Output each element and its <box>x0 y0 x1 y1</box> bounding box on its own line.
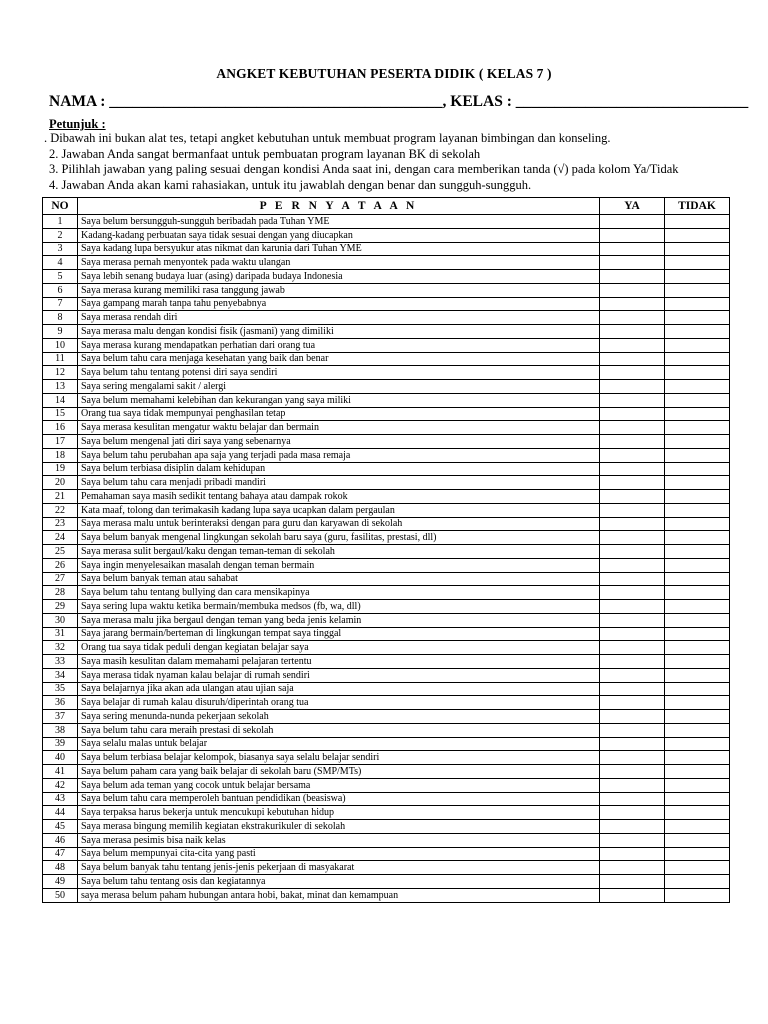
tidak-checkbox-cell[interactable] <box>665 627 730 641</box>
tidak-checkbox-cell[interactable] <box>665 503 730 517</box>
table-row <box>43 503 730 517</box>
row-statement: Saya belajar di rumah kalau disuruh/diperintah orang tua <box>78 696 600 710</box>
table-row <box>43 297 730 311</box>
questionnaire-table <box>42 197 730 903</box>
ya-checkbox-cell[interactable] <box>600 696 665 710</box>
row-number: 19 <box>43 462 78 476</box>
row-number: 6 <box>43 283 78 297</box>
row-statement: Saya belum bersungguh-sungguh beribadah pada Tuhan YME <box>78 215 600 229</box>
instruction-item-1: . Dibawah ini bukan alat tes, tetapi angket kebutuhan untuk membuat program layanan bimbingan dan konseling. <box>44 131 611 145</box>
row-number: 5 <box>43 270 78 284</box>
row-statement: Saya terpaksa harus bekerja untuk mencukupi kebutuhan hidup <box>78 806 600 820</box>
table-row <box>43 613 730 627</box>
table-row <box>43 778 730 792</box>
row-statement: Saya merasa rendah diri <box>78 311 600 325</box>
tidak-checkbox-cell[interactable] <box>665 366 730 380</box>
row-statement: Orang tua saya tidak mempunyai penghasilan tetap <box>78 407 600 421</box>
row-number: 36 <box>43 696 78 710</box>
table-row <box>43 751 730 765</box>
tidak-checkbox-cell[interactable] <box>665 682 730 696</box>
ya-checkbox-cell[interactable] <box>600 421 665 435</box>
tidak-checkbox-cell[interactable] <box>665 297 730 311</box>
row-number: 34 <box>43 668 78 682</box>
tidak-checkbox-cell[interactable] <box>665 792 730 806</box>
row-number: 35 <box>43 682 78 696</box>
table-row <box>43 366 730 380</box>
ya-checkbox-cell[interactable] <box>600 490 665 504</box>
row-number: 25 <box>43 545 78 559</box>
table-row <box>43 325 730 339</box>
table-row <box>43 655 730 669</box>
row-number: 32 <box>43 641 78 655</box>
ya-checkbox-cell[interactable] <box>600 462 665 476</box>
row-statement: Saya belum memahami kelebihan dan kekurangan yang saya miliki <box>78 393 600 407</box>
ya-checkbox-cell[interactable] <box>600 806 665 820</box>
table-row <box>43 696 730 710</box>
tidak-checkbox-cell[interactable] <box>665 820 730 834</box>
instructions-list <box>44 131 679 193</box>
table-row <box>43 215 730 229</box>
table-row <box>43 627 730 641</box>
row-number: 41 <box>43 765 78 779</box>
ya-checkbox-cell[interactable] <box>600 407 665 421</box>
row-statement: Saya merasa pernah menyontek pada waktu ulangan <box>78 256 600 270</box>
table-row <box>43 806 730 820</box>
row-statement: Kadang-kadang perbuatan saya tidak sesuai dengan yang diucapkan <box>78 228 600 242</box>
row-statement: Saya ingin menyelesaikan masalah dengan teman bermain <box>78 558 600 572</box>
tidak-checkbox-cell[interactable] <box>665 311 730 325</box>
header-statement: P E R N Y A T A A N <box>78 198 600 215</box>
table-row <box>43 682 730 696</box>
tidak-checkbox-cell[interactable] <box>665 696 730 710</box>
row-number: 28 <box>43 586 78 600</box>
instructions-heading: Petunjuk : <box>49 117 106 131</box>
ya-checkbox-cell[interactable] <box>600 792 665 806</box>
row-statement: Saya merasa sulit bergaul/kaku dengan teman-teman di sekolah <box>78 545 600 559</box>
row-number: 21 <box>43 490 78 504</box>
row-statement: Saya merasa kesulitan mengatur waktu belajar dan bermain <box>78 421 600 435</box>
tidak-checkbox-cell[interactable] <box>665 778 730 792</box>
ya-checkbox-cell[interactable] <box>600 228 665 242</box>
instruction-item-4: 4. Jawaban Anda akan kami rahasiakan, untuk itu jawablah dengan benar dan sungguh-sungguh. <box>49 177 532 192</box>
ya-checkbox-cell[interactable] <box>600 710 665 724</box>
ya-checkbox-cell[interactable] <box>600 888 665 902</box>
row-number: 7 <box>43 297 78 311</box>
row-statement: Saya jarang bermain/berteman di lingkungan tempat saya tinggal <box>78 627 600 641</box>
table-row <box>43 270 730 284</box>
ya-checkbox-cell[interactable] <box>600 558 665 572</box>
ya-checkbox-cell[interactable] <box>600 503 665 517</box>
ya-checkbox-cell[interactable] <box>600 627 665 641</box>
row-number: 22 <box>43 503 78 517</box>
row-statement: Orang tua saya tidak peduli dengan kegiatan belajar saya <box>78 641 600 655</box>
ya-checkbox-cell[interactable] <box>600 613 665 627</box>
row-statement: saya merasa belum paham hubungan antara hobi, bakat, minat dan kemampuan <box>78 888 600 902</box>
header-ya: YA <box>600 198 665 215</box>
name-class-field-line[interactable]: NAMA : ___________________________________________, KELAS : ______________________________ <box>49 93 749 110</box>
table-row <box>43 421 730 435</box>
row-statement: Saya merasa malu dengan kondisi fisik (jasmani) yang dimiliki <box>78 325 600 339</box>
row-statement: Saya belum banyak teman atau sahabat <box>78 572 600 586</box>
row-statement: Saya belum terbiasa disiplin dalam kehidupan <box>78 462 600 476</box>
ya-checkbox-cell[interactable] <box>600 338 665 352</box>
row-number: 48 <box>43 861 78 875</box>
row-number: 46 <box>43 833 78 847</box>
instruction-item-3: 3. Pilihlah jawaban yang paling sesuai dengan kondisi Anda saat ini, dengan cara memberikan tanda (√) pada kolom Ya/Tidak <box>49 162 679 176</box>
row-statement: Saya belum tahu cara menjaga kesehatan yang baik dan benar <box>78 352 600 366</box>
row-statement: Saya belum terbiasa belajar kelompok, biasanya saya selalu belajar sendiri <box>78 751 600 765</box>
tidak-checkbox-cell[interactable] <box>665 751 730 765</box>
row-number: 40 <box>43 751 78 765</box>
ya-checkbox-cell[interactable] <box>600 586 665 600</box>
row-number: 38 <box>43 723 78 737</box>
ya-checkbox-cell[interactable] <box>600 668 665 682</box>
tidak-checkbox-cell[interactable] <box>665 723 730 737</box>
tidak-checkbox-cell[interactable] <box>665 531 730 545</box>
tidak-checkbox-cell[interactable] <box>665 490 730 504</box>
ya-checkbox-cell[interactable] <box>600 833 665 847</box>
table-row <box>43 352 730 366</box>
row-number: 20 <box>43 476 78 490</box>
document-title: ANGKET KEBUTUHAN PESERTA DIDIK ( KELAS 7 ) <box>216 66 552 81</box>
tidak-checkbox-cell[interactable] <box>665 641 730 655</box>
row-statement: Saya belum tahu perubahan apa saja yang terjadi pada masa remaja <box>78 448 600 462</box>
table-row <box>43 765 730 779</box>
table-row <box>43 888 730 902</box>
table-body <box>43 215 730 903</box>
table-row <box>43 820 730 834</box>
table-row <box>43 833 730 847</box>
row-number: 1 <box>43 215 78 229</box>
ya-checkbox-cell[interactable] <box>600 765 665 779</box>
tidak-checkbox-cell[interactable] <box>665 613 730 627</box>
ya-checkbox-cell[interactable] <box>600 366 665 380</box>
tidak-checkbox-cell[interactable] <box>665 435 730 449</box>
row-statement: Saya merasa malu untuk berinteraksi dengan para guru dan karyawan di sekolah <box>78 517 600 531</box>
ya-checkbox-cell[interactable] <box>600 641 665 655</box>
row-number: 16 <box>43 421 78 435</box>
row-number: 33 <box>43 655 78 669</box>
table-row <box>43 407 730 421</box>
row-number: 12 <box>43 366 78 380</box>
tidak-checkbox-cell[interactable] <box>665 765 730 779</box>
table-row <box>43 517 730 531</box>
row-number: 8 <box>43 311 78 325</box>
tidak-checkbox-cell[interactable] <box>665 283 730 297</box>
row-statement: Pemahaman saya masih sedikit tentang bahaya atau dampak rokok <box>78 490 600 504</box>
table-row <box>43 723 730 737</box>
table-row <box>43 861 730 875</box>
ya-checkbox-cell[interactable] <box>600 655 665 669</box>
row-number: 30 <box>43 613 78 627</box>
row-statement: Saya belum tahu tentang potensi diri saya sendiri <box>78 366 600 380</box>
row-number: 13 <box>43 380 78 394</box>
header-no: NO <box>43 198 78 215</box>
row-statement: Saya sering mengalami sakit / alergi <box>78 380 600 394</box>
table-row <box>43 531 730 545</box>
table-row <box>43 641 730 655</box>
tidak-checkbox-cell[interactable] <box>665 710 730 724</box>
row-statement: Saya selalu malas untuk belajar <box>78 737 600 751</box>
ya-checkbox-cell[interactable] <box>600 751 665 765</box>
row-number: 47 <box>43 847 78 861</box>
tidak-checkbox-cell[interactable] <box>665 228 730 242</box>
table-row <box>43 283 730 297</box>
table-row <box>43 380 730 394</box>
tidak-checkbox-cell[interactable] <box>665 476 730 490</box>
ya-checkbox-cell[interactable] <box>600 380 665 394</box>
row-statement: Saya belum tahu cara menjadi pribadi mandiri <box>78 476 600 490</box>
ya-checkbox-cell[interactable] <box>600 600 665 614</box>
table-row <box>43 338 730 352</box>
row-statement: Saya sering menunda-nunda pekerjaan sekolah <box>78 710 600 724</box>
tidak-checkbox-cell[interactable] <box>665 586 730 600</box>
table-row <box>43 600 730 614</box>
ya-checkbox-cell[interactable] <box>600 737 665 751</box>
tidak-checkbox-cell[interactable] <box>665 448 730 462</box>
ya-checkbox-cell[interactable] <box>600 325 665 339</box>
row-statement: Saya belum mempunyai cita-cita yang pasti <box>78 847 600 861</box>
ya-checkbox-cell[interactable] <box>600 531 665 545</box>
row-statement: Saya sering lupa waktu ketika bermain/membuka medsos (fb, wa, dll) <box>78 600 600 614</box>
ya-checkbox-cell[interactable] <box>600 215 665 229</box>
tidak-checkbox-cell[interactable] <box>665 572 730 586</box>
table-row <box>43 256 730 270</box>
row-statement: Saya belum banyak tahu tentang jenis-jenis pekerjaan di masyakarat <box>78 861 600 875</box>
row-statement: Saya lebih senang budaya luar (asing) daripada budaya Indonesia <box>78 270 600 284</box>
ya-checkbox-cell[interactable] <box>600 572 665 586</box>
ya-checkbox-cell[interactable] <box>600 297 665 311</box>
header-tidak: TIDAK <box>665 198 730 215</box>
tidak-checkbox-cell[interactable] <box>665 737 730 751</box>
row-statement: Saya belum tahu cara meraih prestasi di sekolah <box>78 723 600 737</box>
tidak-checkbox-cell[interactable] <box>665 875 730 889</box>
row-statement: Saya belum tahu tentang bullying dan cara mensikapinya <box>78 586 600 600</box>
table-row <box>43 490 730 504</box>
instruction-item-2: 2. Jawaban Anda sangat bermanfaat untuk pembuatan program layanan BK di sekolah <box>49 146 481 161</box>
table-row <box>43 242 730 256</box>
table-row <box>43 668 730 682</box>
table-row <box>43 737 730 751</box>
row-statement: Saya belum ada teman yang cocok untuk belajar bersama <box>78 778 600 792</box>
row-number: 15 <box>43 407 78 421</box>
ya-checkbox-cell[interactable] <box>600 517 665 531</box>
row-number: 27 <box>43 572 78 586</box>
row-statement: Saya merasa kurang memiliki rasa tanggung jawab <box>78 283 600 297</box>
ya-checkbox-cell[interactable] <box>600 875 665 889</box>
row-number: 49 <box>43 875 78 889</box>
tidak-checkbox-cell[interactable] <box>665 861 730 875</box>
tidak-checkbox-cell[interactable] <box>665 421 730 435</box>
tidak-checkbox-cell[interactable] <box>665 352 730 366</box>
row-statement: Saya belum mengenal jati diri saya yang sebenarnya <box>78 435 600 449</box>
row-statement: Saya merasa tidak nyaman kalau belajar di rumah sendiri <box>78 668 600 682</box>
tidak-checkbox-cell[interactable] <box>665 215 730 229</box>
row-number: 23 <box>43 517 78 531</box>
row-statement: Saya masih kesulitan dalam memahami pelajaran tertentu <box>78 655 600 669</box>
row-number: 37 <box>43 710 78 724</box>
tidak-checkbox-cell[interactable] <box>665 242 730 256</box>
ya-checkbox-cell[interactable] <box>600 448 665 462</box>
row-number: 29 <box>43 600 78 614</box>
tidak-checkbox-cell[interactable] <box>665 338 730 352</box>
tidak-checkbox-cell[interactable] <box>665 325 730 339</box>
table-row <box>43 476 730 490</box>
row-statement: Saya merasa malu jika bergaul dengan teman yang beda jenis kelamin <box>78 613 600 627</box>
tidak-checkbox-cell[interactable] <box>665 806 730 820</box>
ya-checkbox-cell[interactable] <box>600 435 665 449</box>
ya-checkbox-cell[interactable] <box>600 682 665 696</box>
tidak-checkbox-cell[interactable] <box>665 847 730 861</box>
ya-checkbox-cell[interactable] <box>600 242 665 256</box>
tidak-checkbox-cell[interactable] <box>665 393 730 407</box>
tidak-checkbox-cell[interactable] <box>665 833 730 847</box>
row-number: 14 <box>43 393 78 407</box>
table-header-row <box>43 198 730 215</box>
row-statement: Saya belum tahu cara memperoleh bantuan pendidikan (beasiswa) <box>78 792 600 806</box>
ya-checkbox-cell[interactable] <box>600 311 665 325</box>
row-statement: Saya merasa pesimis bisa naik kelas <box>78 833 600 847</box>
table-row <box>43 792 730 806</box>
row-number: 10 <box>43 338 78 352</box>
tidak-checkbox-cell[interactable] <box>665 462 730 476</box>
row-number: 43 <box>43 792 78 806</box>
ya-checkbox-cell[interactable] <box>600 283 665 297</box>
table-row <box>43 545 730 559</box>
table-row <box>43 847 730 861</box>
row-number: 44 <box>43 806 78 820</box>
table-row <box>43 228 730 242</box>
row-statement: Saya merasa kurang mendapatkan perhatian dari orang tua <box>78 338 600 352</box>
row-statement: Saya belum tahu tentang osis dan kegiatannya <box>78 875 600 889</box>
row-number: 31 <box>43 627 78 641</box>
row-number: 39 <box>43 737 78 751</box>
row-number: 24 <box>43 531 78 545</box>
row-statement: Saya belajarnya jika akan ada ulangan atau ujian saja <box>78 682 600 696</box>
row-statement: Saya merasa bingung memilih kegiatan ekstrakurikuler di sekolah <box>78 820 600 834</box>
ya-checkbox-cell[interactable] <box>600 476 665 490</box>
table-row <box>43 586 730 600</box>
row-statement: Saya belum paham cara yang baik belajar di sekolah baru (SMP/MTs) <box>78 765 600 779</box>
table-row <box>43 462 730 476</box>
tidak-checkbox-cell[interactable] <box>665 407 730 421</box>
row-number: 2 <box>43 228 78 242</box>
ya-checkbox-cell[interactable] <box>600 861 665 875</box>
tidak-checkbox-cell[interactable] <box>665 558 730 572</box>
tidak-checkbox-cell[interactable] <box>665 668 730 682</box>
row-statement: Saya belum banyak mengenal lingkungan sekolah baru saya (guru, fasilitas, prestasi, dll) <box>78 531 600 545</box>
row-number: 17 <box>43 435 78 449</box>
tidak-checkbox-cell[interactable] <box>665 655 730 669</box>
row-number: 50 <box>43 888 78 902</box>
ya-checkbox-cell[interactable] <box>600 393 665 407</box>
row-number: 3 <box>43 242 78 256</box>
row-number: 4 <box>43 256 78 270</box>
ya-checkbox-cell[interactable] <box>600 723 665 737</box>
tidak-checkbox-cell[interactable] <box>665 600 730 614</box>
table-row <box>43 435 730 449</box>
row-statement: Kata maaf, tolong dan terimakasih kadang lupa saya ucapkan dalam pergaulan <box>78 503 600 517</box>
row-number: 45 <box>43 820 78 834</box>
table-row <box>43 448 730 462</box>
ya-checkbox-cell[interactable] <box>600 778 665 792</box>
table-row <box>43 311 730 325</box>
table-row <box>43 558 730 572</box>
table-row <box>43 710 730 724</box>
ya-checkbox-cell[interactable] <box>600 847 665 861</box>
table-row <box>43 393 730 407</box>
tidak-checkbox-cell[interactable] <box>665 270 730 284</box>
ya-checkbox-cell[interactable] <box>600 352 665 366</box>
row-number: 18 <box>43 448 78 462</box>
tidak-checkbox-cell[interactable] <box>665 888 730 902</box>
table-row <box>43 875 730 889</box>
ya-checkbox-cell[interactable] <box>600 820 665 834</box>
tidak-checkbox-cell[interactable] <box>665 256 730 270</box>
row-statement: Saya gampang marah tanpa tahu penyebabnya <box>78 297 600 311</box>
ya-checkbox-cell[interactable] <box>600 256 665 270</box>
tidak-checkbox-cell[interactable] <box>665 380 730 394</box>
tidak-checkbox-cell[interactable] <box>665 545 730 559</box>
row-statement: Saya kadang lupa bersyukur atas nikmat dan karunia dari Tuhan YME <box>78 242 600 256</box>
tidak-checkbox-cell[interactable] <box>665 517 730 531</box>
row-number: 9 <box>43 325 78 339</box>
row-number: 26 <box>43 558 78 572</box>
row-number: 42 <box>43 778 78 792</box>
table-row <box>43 572 730 586</box>
ya-checkbox-cell[interactable] <box>600 270 665 284</box>
ya-checkbox-cell[interactable] <box>600 545 665 559</box>
row-number: 11 <box>43 352 78 366</box>
